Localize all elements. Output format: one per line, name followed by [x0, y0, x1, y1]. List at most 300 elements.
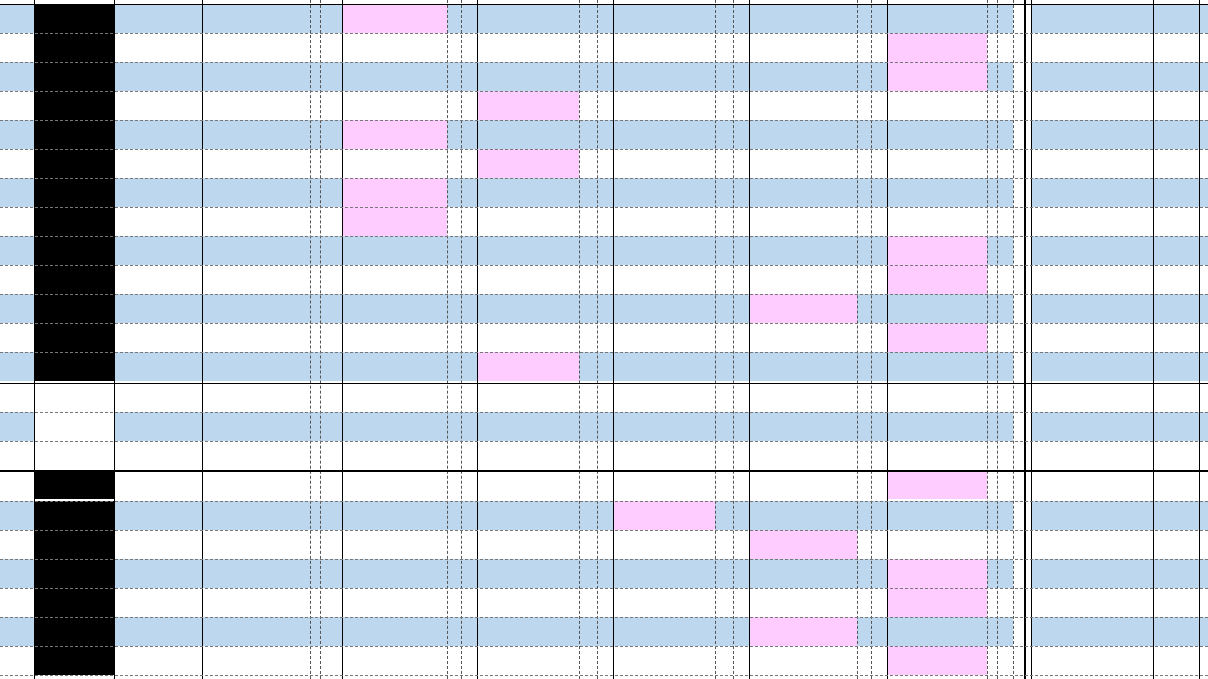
row-bg — [997, 265, 1013, 294]
lap-time[interactable] — [613, 149, 715, 178]
lap-time[interactable] — [613, 207, 715, 236]
penalty-count[interactable] — [447, 91, 461, 120]
row-bg — [857, 588, 871, 617]
lap-time[interactable] — [202, 441, 310, 470]
penalty-count[interactable] — [987, 588, 997, 617]
row-bg — [857, 617, 871, 646]
row-bg — [1199, 323, 1208, 352]
penalty-count[interactable] — [715, 383, 733, 412]
row-bg — [597, 120, 613, 149]
penalty-count[interactable] — [715, 441, 733, 470]
penalty-count[interactable] — [715, 236, 733, 265]
lap-time[interactable] — [477, 323, 579, 352]
lap-time[interactable] — [749, 646, 857, 675]
lap-time[interactable] — [613, 62, 715, 91]
overall-rank — [1153, 559, 1199, 588]
lap-time[interactable] — [749, 178, 857, 207]
penalty-count[interactable] — [447, 617, 461, 646]
row-bg — [997, 617, 1013, 646]
lap-time[interactable] — [613, 617, 715, 646]
row-bg — [320, 646, 342, 675]
lap-time[interactable] — [613, 646, 715, 675]
lap-time[interactable] — [342, 236, 447, 265]
lap-time[interactable] — [342, 323, 447, 352]
lap-time[interactable] — [749, 62, 857, 91]
lap-time[interactable] — [202, 149, 310, 178]
lap-time[interactable] — [202, 383, 310, 412]
lap-time[interactable] — [202, 120, 310, 149]
penalty-count[interactable] — [987, 441, 997, 470]
row-bg — [1199, 207, 1208, 236]
lap-time[interactable] — [342, 207, 447, 236]
lap-time[interactable] — [887, 501, 987, 530]
penalty-count[interactable] — [447, 412, 461, 441]
row-bg — [461, 352, 477, 381]
lap-time[interactable] — [477, 470, 579, 499]
best-lap-time — [1031, 62, 1153, 91]
grid-line — [1024, 0, 1026, 679]
row-bg — [579, 441, 597, 470]
penalty-count[interactable] — [715, 33, 733, 62]
lap-time[interactable] — [613, 120, 715, 149]
car-model — [114, 62, 202, 91]
row-bg — [320, 33, 342, 62]
row-bg — [579, 236, 597, 265]
lap-time[interactable] — [342, 383, 447, 412]
row-bg — [997, 294, 1013, 323]
lap-time[interactable] — [613, 236, 715, 265]
lap-time[interactable] — [477, 62, 579, 91]
row-bg — [733, 323, 749, 352]
lap-time[interactable] — [477, 352, 579, 381]
lap-time[interactable] — [342, 588, 447, 617]
penalty-count[interactable] — [447, 294, 461, 323]
lap-time[interactable] — [477, 33, 579, 62]
lap-time[interactable] — [613, 470, 715, 499]
grid-line — [0, 265, 1208, 266]
lap-time[interactable] — [477, 383, 579, 412]
lap-time[interactable] — [749, 559, 857, 588]
lap-time[interactable] — [887, 412, 987, 441]
lap-time[interactable] — [477, 588, 579, 617]
lap-time[interactable] — [749, 383, 857, 412]
row-bg — [1199, 441, 1208, 470]
lap-time[interactable] — [749, 470, 857, 499]
lap-time[interactable] — [202, 412, 310, 441]
penalty-count[interactable] — [987, 352, 997, 381]
row-bg — [857, 294, 871, 323]
grid-line — [0, 33, 1208, 34]
lap-time[interactable] — [202, 4, 310, 33]
driver-name-redacted — [34, 470, 114, 499]
lap-time[interactable] — [749, 4, 857, 33]
table-row — [0, 265, 1208, 294]
penalty-count[interactable] — [987, 470, 997, 499]
lap-time[interactable] — [613, 352, 715, 381]
best-lap-time — [1031, 530, 1153, 559]
best-lap-time — [1031, 588, 1153, 617]
penalty-count[interactable] — [715, 178, 733, 207]
lap-time[interactable] — [342, 441, 447, 470]
car-model — [114, 383, 202, 412]
penalty-count[interactable] — [447, 265, 461, 294]
lap-time[interactable] — [887, 62, 987, 91]
lap-time[interactable] — [202, 501, 310, 530]
penalty-count[interactable] — [987, 178, 997, 207]
lap-time[interactable] — [477, 412, 579, 441]
lap-time[interactable] — [887, 4, 987, 33]
penalty-count[interactable] — [987, 265, 997, 294]
lap-time[interactable] — [887, 559, 987, 588]
penalty-count[interactable] — [987, 120, 997, 149]
row-number — [0, 178, 34, 207]
row-bg — [597, 236, 613, 265]
lap-time[interactable] — [887, 383, 987, 412]
penalty-count[interactable] — [715, 559, 733, 588]
lap-time[interactable] — [202, 62, 310, 91]
row-bg — [733, 441, 749, 470]
lap-time[interactable] — [887, 33, 987, 62]
best-lap-time — [1031, 33, 1153, 62]
row-bg — [857, 91, 871, 120]
row-bg — [579, 323, 597, 352]
lap-time[interactable] — [202, 530, 310, 559]
lap-time[interactable] — [749, 207, 857, 236]
lap-time[interactable] — [342, 62, 447, 91]
lap-time[interactable] — [749, 323, 857, 352]
lap-time[interactable] — [477, 91, 579, 120]
penalty-count[interactable] — [987, 323, 997, 352]
lap-time[interactable] — [613, 559, 715, 588]
lap-time[interactable] — [202, 265, 310, 294]
lap-time[interactable] — [477, 501, 579, 530]
lap-time[interactable] — [477, 559, 579, 588]
row-bg — [579, 149, 597, 178]
car-model — [114, 236, 202, 265]
penalty-count[interactable] — [447, 470, 461, 499]
lap-time[interactable] — [202, 559, 310, 588]
penalty-count[interactable] — [447, 383, 461, 412]
row-bg — [857, 501, 871, 530]
lap-time[interactable] — [887, 91, 987, 120]
grid-line — [0, 617, 1208, 618]
grid-line — [1013, 0, 1014, 679]
penalty-count[interactable] — [715, 412, 733, 441]
lap-time[interactable] — [477, 441, 579, 470]
row-bg — [857, 33, 871, 62]
penalty-count[interactable] — [715, 265, 733, 294]
lap-time[interactable] — [202, 617, 310, 646]
penalty-count[interactable] — [987, 294, 997, 323]
lap-time[interactable] — [342, 91, 447, 120]
lap-time[interactable] — [202, 236, 310, 265]
row-bg — [461, 178, 477, 207]
lap-time[interactable] — [477, 120, 579, 149]
lap-time[interactable] — [342, 120, 447, 149]
lap-time[interactable] — [613, 265, 715, 294]
lap-time[interactable] — [477, 617, 579, 646]
lap-time[interactable] — [342, 149, 447, 178]
penalty-count[interactable] — [715, 294, 733, 323]
lap-time[interactable] — [887, 352, 987, 381]
row-bg — [310, 530, 320, 559]
row-bg — [857, 559, 871, 588]
row-bg — [461, 412, 477, 441]
lap-time[interactable] — [477, 530, 579, 559]
lap-time[interactable] — [749, 294, 857, 323]
lap-time[interactable] — [342, 530, 447, 559]
penalty-count[interactable] — [447, 441, 461, 470]
penalty-count[interactable] — [987, 4, 997, 33]
lap-time[interactable] — [342, 559, 447, 588]
lap-time[interactable] — [749, 588, 857, 617]
penalty-count[interactable] — [715, 646, 733, 675]
penalty-count[interactable] — [447, 207, 461, 236]
overall-rank — [1153, 441, 1199, 470]
penalty-count[interactable] — [987, 91, 997, 120]
row-number — [0, 501, 34, 530]
penalty-count[interactable] — [715, 530, 733, 559]
penalty-count[interactable] — [715, 149, 733, 178]
penalty-count[interactable] — [857, 323, 871, 352]
row-bg — [733, 91, 749, 120]
grid-line — [0, 323, 1208, 324]
lap-time[interactable] — [342, 412, 447, 441]
penalty-count[interactable] — [579, 120, 597, 149]
lap-time[interactable] — [342, 646, 447, 675]
lap-time[interactable] — [887, 617, 987, 646]
lap-time[interactable] — [749, 120, 857, 149]
lap-time[interactable] — [342, 352, 447, 381]
lap-time[interactable] — [613, 412, 715, 441]
row-bg — [871, 323, 887, 352]
row-bg — [461, 530, 477, 559]
lap-time[interactable] — [202, 178, 310, 207]
lap-time[interactable] — [887, 294, 987, 323]
row-bg — [597, 62, 613, 91]
lap-time[interactable] — [477, 265, 579, 294]
lap-time[interactable] — [749, 149, 857, 178]
row-bg — [997, 470, 1013, 499]
lap-time[interactable] — [749, 501, 857, 530]
grid-line — [871, 0, 872, 679]
lap-time[interactable] — [887, 236, 987, 265]
row-number — [0, 323, 34, 352]
penalty-count[interactable] — [987, 236, 997, 265]
row-bg — [320, 530, 342, 559]
lap-time[interactable] — [202, 33, 310, 62]
row-bg — [1199, 501, 1208, 530]
row-bg — [310, 352, 320, 381]
lap-time[interactable] — [749, 91, 857, 120]
lap-time[interactable] — [749, 530, 857, 559]
lap-time[interactable] — [613, 294, 715, 323]
row-number — [0, 62, 34, 91]
lap-time[interactable] — [613, 501, 715, 530]
overall-rank — [1153, 33, 1199, 62]
row-bg — [871, 265, 887, 294]
car-model — [114, 323, 202, 352]
row-bg — [310, 646, 320, 675]
penalty-count[interactable] — [447, 323, 461, 352]
penalty-count[interactable] — [447, 588, 461, 617]
penalty-count[interactable] — [987, 33, 997, 62]
grid-line — [114, 0, 115, 679]
penalty-count[interactable] — [987, 149, 997, 178]
driver-name-redacted — [34, 559, 114, 588]
penalty-count[interactable] — [447, 4, 461, 33]
penalty-count[interactable] — [987, 501, 997, 530]
penalty-count[interactable] — [987, 530, 997, 559]
lap-time[interactable] — [477, 149, 579, 178]
penalty-count[interactable] — [715, 470, 733, 499]
best-lap-time — [1031, 91, 1153, 120]
lap-time[interactable] — [613, 4, 715, 33]
car-model — [114, 441, 202, 470]
penalty-count[interactable] — [447, 559, 461, 588]
row-bg — [310, 4, 320, 33]
penalty-count[interactable] — [987, 207, 997, 236]
lap-time[interactable] — [887, 265, 987, 294]
row-bg — [310, 441, 320, 470]
lap-time[interactable] — [342, 294, 447, 323]
lap-time[interactable] — [202, 470, 310, 499]
penalty-count[interactable] — [715, 501, 733, 530]
penalty-count[interactable] — [715, 91, 733, 120]
penalty-count[interactable] — [447, 120, 461, 149]
lap-time[interactable] — [342, 4, 447, 33]
lap-time[interactable] — [342, 265, 447, 294]
lap-time[interactable] — [342, 470, 447, 499]
lap-time[interactable] — [613, 530, 715, 559]
car-model — [114, 294, 202, 323]
penalty-count[interactable] — [715, 4, 733, 33]
penalty-count[interactable] — [447, 149, 461, 178]
lap-time[interactable] — [749, 265, 857, 294]
lap-time[interactable] — [342, 33, 447, 62]
lap-time[interactable] — [887, 441, 987, 470]
lap-time[interactable] — [613, 33, 715, 62]
lap-time[interactable] — [749, 441, 857, 470]
lap-time[interactable] — [202, 91, 310, 120]
grid-line — [0, 675, 1208, 676]
penalty-count[interactable] — [447, 501, 461, 530]
penalty-count[interactable] — [447, 178, 461, 207]
lap-time[interactable] — [202, 588, 310, 617]
table-row — [0, 178, 1208, 207]
lap-time[interactable] — [749, 352, 857, 381]
lap-time[interactable] — [887, 323, 987, 352]
row-bg — [871, 294, 887, 323]
lap-time[interactable] — [202, 646, 310, 675]
lap-time[interactable] — [613, 588, 715, 617]
penalty-count[interactable] — [447, 352, 461, 381]
lap-time[interactable] — [749, 236, 857, 265]
penalty-count[interactable] — [987, 383, 997, 412]
penalty-count[interactable] — [715, 120, 733, 149]
penalty-count[interactable] — [715, 323, 733, 352]
penalty-count[interactable] — [715, 207, 733, 236]
overall-rank — [1153, 120, 1199, 149]
lap-time[interactable] — [477, 4, 579, 33]
penalty-count[interactable] — [447, 62, 461, 91]
lap-time[interactable] — [202, 323, 310, 352]
lap-time[interactable] — [887, 178, 987, 207]
penalty-count[interactable] — [715, 617, 733, 646]
lap-time[interactable] — [477, 178, 579, 207]
row-bg — [461, 62, 477, 91]
row-bg — [733, 588, 749, 617]
lap-time[interactable] — [613, 178, 715, 207]
row-bg — [310, 617, 320, 646]
lap-time[interactable] — [613, 441, 715, 470]
lap-time[interactable] — [887, 120, 987, 149]
row-bg — [320, 323, 342, 352]
lap-time[interactable] — [749, 33, 857, 62]
lap-time[interactable] — [749, 412, 857, 441]
lap-time[interactable] — [477, 207, 579, 236]
row-number — [0, 559, 34, 588]
row-bg — [871, 559, 887, 588]
lap-time[interactable] — [887, 646, 987, 675]
driver-name-redacted — [34, 120, 114, 149]
penalty-count[interactable] — [447, 530, 461, 559]
row-bg — [871, 207, 887, 236]
lap-time[interactable] — [887, 588, 987, 617]
penalty-count[interactable] — [447, 646, 461, 675]
lap-time[interactable] — [202, 294, 310, 323]
penalty-count[interactable] — [987, 412, 997, 441]
penalty-count[interactable] — [987, 646, 997, 675]
lap-time[interactable] — [613, 383, 715, 412]
row-bg — [597, 441, 613, 470]
overall-rank — [1153, 91, 1199, 120]
penalty-count[interactable] — [447, 33, 461, 62]
lap-time[interactable] — [202, 207, 310, 236]
lap-time[interactable] — [342, 178, 447, 207]
lap-time[interactable] — [887, 207, 987, 236]
lap-time[interactable] — [477, 646, 579, 675]
lap-time[interactable] — [342, 501, 447, 530]
lap-time[interactable] — [887, 470, 987, 499]
penalty-count[interactable] — [987, 62, 997, 91]
row-bg — [1199, 91, 1208, 120]
grid-line — [613, 0, 614, 679]
row-bg — [597, 178, 613, 207]
lap-time[interactable] — [613, 91, 715, 120]
lap-time[interactable] — [342, 617, 447, 646]
lap-time[interactable] — [202, 352, 310, 381]
driver-name-redacted — [34, 501, 114, 530]
penalty-count[interactable] — [715, 62, 733, 91]
row-bg — [320, 383, 342, 412]
penalty-count[interactable] — [987, 559, 997, 588]
penalty-count[interactable] — [715, 588, 733, 617]
lap-time[interactable] — [477, 294, 579, 323]
penalty-count[interactable] — [987, 617, 997, 646]
lap-time[interactable] — [613, 323, 715, 352]
lap-time[interactable] — [749, 617, 857, 646]
penalty-count[interactable] — [447, 236, 461, 265]
best-lap-time — [1031, 412, 1153, 441]
lap-time[interactable] — [887, 149, 987, 178]
lap-time[interactable] — [477, 236, 579, 265]
driver-name-redacted — [34, 530, 114, 559]
lap-time[interactable] — [887, 530, 987, 559]
row-bg — [461, 646, 477, 675]
penalty-count[interactable] — [715, 352, 733, 381]
row-bg — [997, 588, 1013, 617]
